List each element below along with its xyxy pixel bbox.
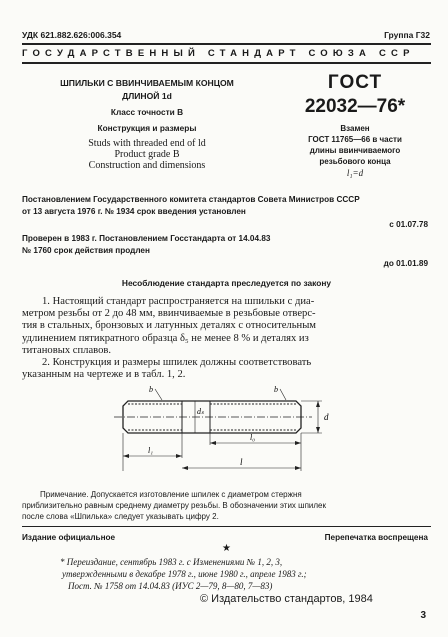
class-line: Класс точности В <box>110 107 184 117</box>
p2-line-1: 2. Конструкция и размеры шпилек должны соответствовать <box>42 357 312 369</box>
reissue-line-3: Пост. № 1758 от 14.04.83 (ИУС 2—79, 8—80, 7—83) <box>68 581 273 591</box>
instead-3: длины ввинчиваемого <box>309 146 401 155</box>
instead-1: Взамен <box>340 124 370 133</box>
footer-rule <box>22 526 431 527</box>
law-notice: Несоблюдение стандарта преследуется по закону <box>121 278 332 288</box>
label-b-right: b <box>274 385 278 394</box>
header-rule-top <box>22 43 431 45</box>
instead-4: резьбового конца <box>319 157 391 166</box>
p1-line-2: метром резьбы от 2 до 48 мм, ввинчиваемые в резьбовые отверс- <box>22 308 316 320</box>
group-code: Группа Г32 <box>384 30 430 40</box>
instead-5: l₁=d <box>346 168 364 178</box>
gost-label: ГОСТ <box>327 72 383 93</box>
p1-line-5: титановых сплавов. <box>22 344 112 356</box>
title-ru-1: ШПИЛЬКИ С ВВИНЧИВАЕМЫМ КОНЦОМ <box>60 78 234 88</box>
date-until: до 01.01.89 <box>383 259 428 268</box>
label-l1: l₁ <box>148 446 154 455</box>
body-text <box>22 296 431 381</box>
label-ds: dₛ <box>197 407 204 416</box>
title-block <box>22 78 272 171</box>
title-en-2: Product grade B <box>114 149 180 160</box>
standard-title: ГОСУДАРСТВЕННЫЙ СТАНДАРТ СОЮЗА ССР <box>22 48 415 59</box>
note-line-3: после слова «Шпилька» следует указывать цифру 2. <box>22 512 219 521</box>
gost-number: 22032—76* <box>304 96 406 117</box>
label-l: l <box>240 457 243 467</box>
note-line-1: Примечание. Допускается изготовление шпилек с диаметром стержня <box>40 490 302 499</box>
title-en-3: Construction and dimensions <box>88 160 206 171</box>
gost-block <box>280 72 430 178</box>
instead-2: ГОСТ 11765—66 в части <box>308 135 402 144</box>
title-en-1: Studs with threaded end of ld <box>88 138 206 149</box>
title-ru-2: ДЛИНОЙ 1d <box>122 91 172 101</box>
page-number: 3 <box>420 610 426 621</box>
checked-line-1: Проверен в 1983 г. Постановлением Госстандарта от 14.04.83 <box>22 234 271 243</box>
label-l0: l₀ <box>250 433 256 442</box>
kind-line: Конструкция и размеры <box>97 123 197 133</box>
p1-line-3: тия в стальных, бронзовых и латунных деталях с относительным <box>22 320 317 332</box>
copyright: © Издательство стандартов, 1984 <box>200 593 373 605</box>
p1-line-4: удлинением пятикратного образца δ₅ не менее 8 % и деталях из <box>22 332 309 344</box>
date-from: с 01.07.78 <box>389 220 428 229</box>
header-rule-bottom <box>22 62 431 64</box>
resolution-line-2: от 13 августа 1976 г. № 1934 срок введения установлен <box>22 207 246 216</box>
stud-drawing <box>100 383 340 473</box>
reissue-line-2: утвержденными в декабре 1978 г., июне 1980 г., апреле 1983 г.; <box>62 569 307 579</box>
label-d: d <box>324 412 329 422</box>
p1-line-1: 1. Настоящий стандарт распространяется на шпильки с диа- <box>42 296 315 307</box>
edition-official: Издание официальное <box>22 533 116 542</box>
checked-line-2: № 1760 срок действия продлен <box>22 246 150 255</box>
p2-line-2: указанным на чертеже и в табл. 1, 2. <box>22 369 186 381</box>
star-icon: ★ <box>222 543 231 554</box>
reprint-notice: Перепечатка воспрещена <box>324 533 428 542</box>
udk-code: УДК 621.882.626:006.354 <box>22 30 122 40</box>
note-line-2: приблизительно равным среднему диаметру резьбы. В обозначении этих шпилек <box>22 501 326 510</box>
label-b-left: b <box>149 385 153 394</box>
resolution-line-1: Постановлением Государственного комитета стандартов Совета Министров СССР <box>22 195 360 204</box>
reissue-line-1: * Переиздание, сентябрь 1983 г. с Изменениями № 1, 2, 3, <box>60 557 283 567</box>
